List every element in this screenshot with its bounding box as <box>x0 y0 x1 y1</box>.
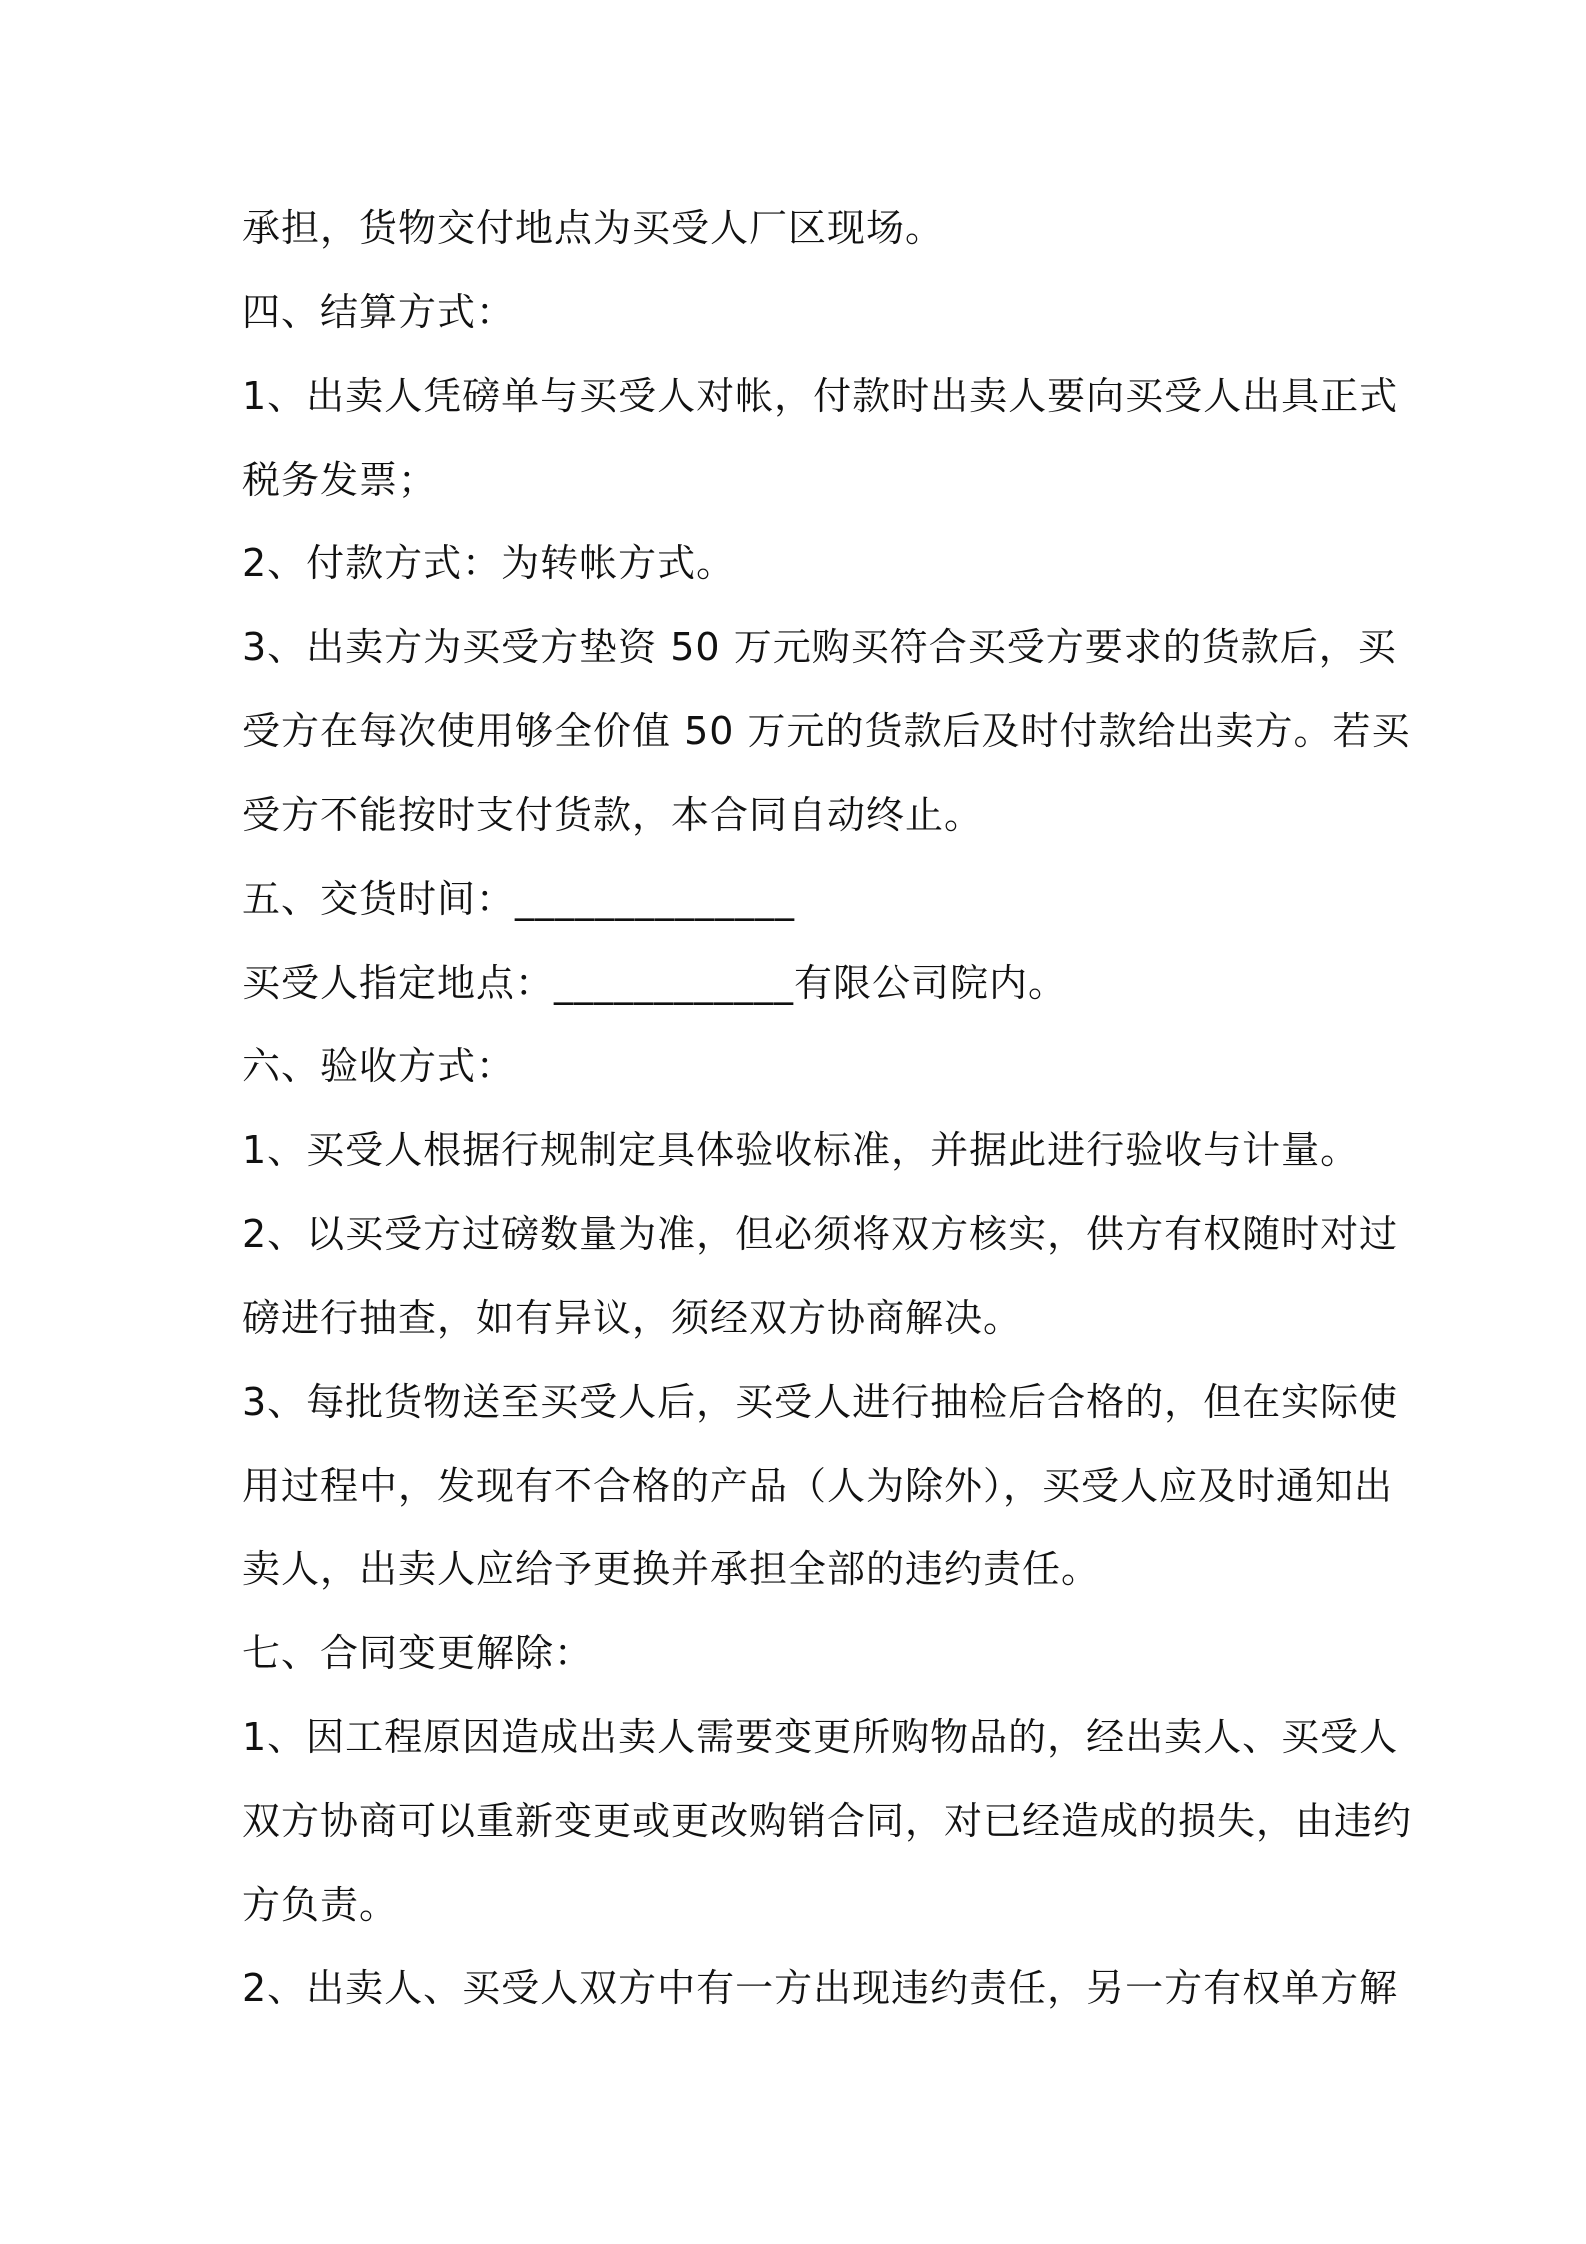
paragraph-line: 卖人，出卖人应给予更换并承担全部的违约责任。 <box>242 1547 1101 1591</box>
paragraph-line: 2、出卖人、买受人双方中有一方出现违约责任，另一方有权单方解 <box>242 1966 1399 2010</box>
paragraph-line: 方负责。 <box>242 1883 399 1927</box>
paragraph-line: 受方不能按时支付货款，本合同自动终止。 <box>242 793 984 837</box>
paragraph-line: 3、出卖方为买受方垫资 50 万元购买符合买受方要求的货款后，买 <box>242 625 1397 669</box>
paragraph-line: 磅进行抽查，如有异议，须经双方协商解决。 <box>242 1296 1023 1340</box>
section-heading-settlement: 四、结算方式： <box>242 290 516 334</box>
paragraph-line: 1、因工程原因造成出卖人需要变更所购物品的，经出卖人、买受人 <box>242 1715 1399 1759</box>
paragraph-line: 税务发票； <box>242 458 438 502</box>
paragraph-line: 1、出卖人凭磅单与买受人对帐，付款时出卖人要向买受人出具正式 <box>242 374 1399 418</box>
paragraph-line: 用过程中，发现有不合格的产品（人为除外），买受人应及时通知出 <box>242 1464 1394 1508</box>
paragraph-line: 2、付款方式：为转帐方式。 <box>242 541 736 585</box>
paragraph-line: 1、买受人根据行规制定具体验收标准，并据此进行验收与计量。 <box>242 1128 1360 1172</box>
paragraph-line: 2、以买受方过磅数量为准，但必须将双方核实，供方有权随时对过 <box>242 1212 1399 1256</box>
paragraph-line: 双方协商可以重新变更或更改购销合同，对已经造成的损失，由违约 <box>242 1799 1413 1843</box>
paragraph-line: 买受人指定地点：____________有限公司院内。 <box>242 961 1068 1005</box>
paragraph-line: 受方在每次使用够全价值 50 万元的货款后及时付款给出卖方。若买 <box>242 709 1411 753</box>
section-heading-acceptance: 六、验收方式： <box>242 1044 516 1088</box>
paragraph-line: 3、每批货物送至买受人后，买受人进行抽检后合格的，但在实际使 <box>242 1380 1399 1424</box>
paragraph-line: 承担，货物交付地点为买受人厂区现场。 <box>242 206 945 250</box>
section-heading-contract-change: 七、合同变更解除： <box>242 1631 594 1675</box>
section-heading-delivery-time: 五、交货时间：______________ <box>242 877 796 921</box>
